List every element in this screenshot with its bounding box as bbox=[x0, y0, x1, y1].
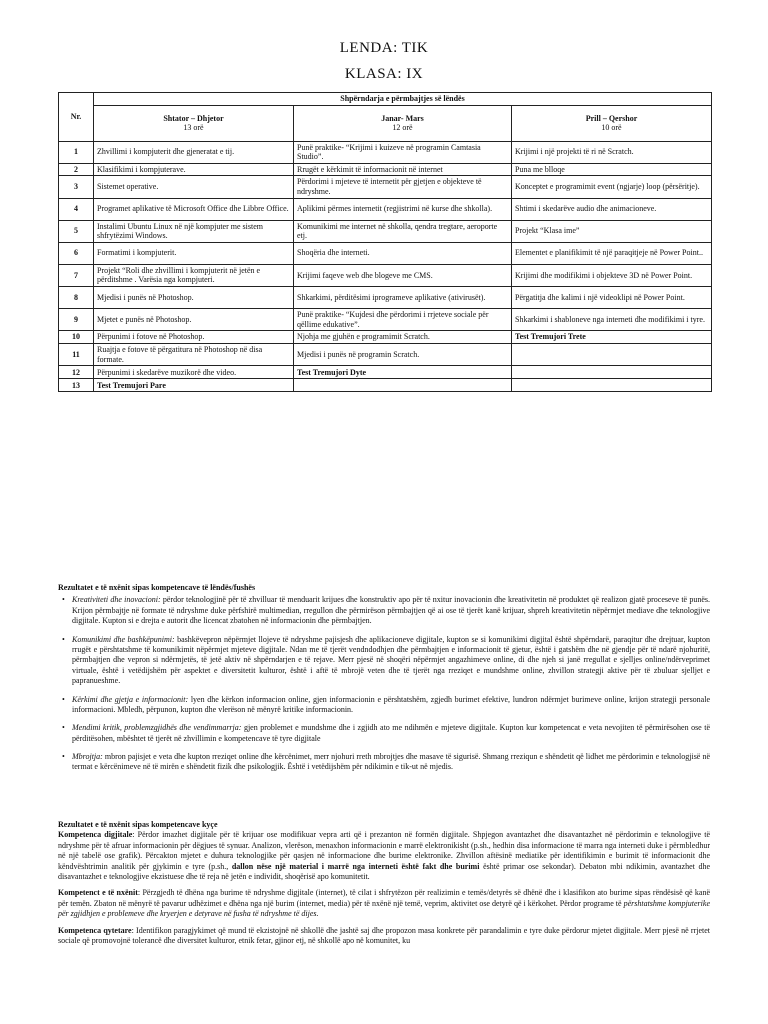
period3-cell: Puna me blloqe bbox=[512, 163, 712, 176]
period1-cell: Test Tremujori Pare bbox=[94, 379, 294, 392]
period2-cell: Rrugët e kërkimit të informacionit në internet bbox=[294, 163, 512, 176]
period1-cell: Formatimi i kompjuterit. bbox=[94, 242, 294, 264]
period-header-2: Janar- Mars 12 orë bbox=[294, 105, 512, 141]
period3-cell: Projekt “Klasa ime” bbox=[512, 220, 712, 242]
period1-cell: Përpunimi i fotove në Photoshop. bbox=[94, 331, 294, 344]
digital-competence-title: Kompetenca digjitale bbox=[58, 830, 133, 840]
result-bullet-text: gjen problemet e mundshme dhe i zgjidh ato me ndihmën e mjeteve digjitale. Kupton kur kompetencat e veta nevojiten të përmirësohen ose të përditësohen, mbështet të tjerët në zhvillimin e kompetencave të tyre digjitale bbox=[72, 723, 711, 743]
learning-competence-title: Kompetenct e të nxënit bbox=[58, 888, 138, 898]
row-number: 5 bbox=[59, 220, 94, 242]
row-number: 1 bbox=[59, 141, 94, 163]
period3-cell: Krijimi dhe modifikimi i objekteve 3D në Power Point. bbox=[512, 264, 712, 286]
row-number: 12 bbox=[59, 366, 94, 379]
result-bullet-label: Kërkimi dhe gjetja e informacionit: bbox=[72, 694, 189, 704]
period1-cell: Mjetet e punës në Photoshop. bbox=[94, 308, 294, 330]
row-number: 10 bbox=[59, 331, 94, 344]
result-bullet-label: Komunikimi dhe bashkëpunimi: bbox=[72, 634, 175, 644]
table-row bbox=[59, 264, 712, 286]
period2-cell: Njohja me gjuhën e programimit Scratch. bbox=[294, 331, 512, 344]
result-bullet-label: Mbrojtja: bbox=[72, 752, 103, 762]
class-title: KLASA: IX bbox=[344, 66, 424, 82]
result-bullet-text: lyen dhe kërkon informacion online, gjen informacionin e përshtatshëm, zgjedh burimet efektive, lundron ndërmjet burimeve online, krijon strategji personale informacioni. Mbledh, përpunon, kupton dhe vlerëson në mënyrë kritike informacionin. bbox=[72, 694, 710, 714]
period3-cell: Konceptet e programimit event (ngjarje) loop (përsëritje). bbox=[512, 176, 712, 198]
period-header-1: Shtator – Dhjetor 13 orë bbox=[94, 105, 294, 141]
table-row bbox=[59, 198, 712, 220]
row-number: 13 bbox=[59, 379, 94, 392]
period3-cell bbox=[512, 379, 712, 392]
period3-cell bbox=[512, 366, 712, 379]
table-row bbox=[59, 242, 712, 264]
period1-cell: Zhvillimi i kompjuterit dhe gjeneratat e tij. bbox=[94, 141, 294, 163]
period3-cell: Elementet e planifikimit të një paraqitjeje në Power Point.. bbox=[512, 242, 712, 264]
table-row bbox=[59, 379, 712, 392]
result-bullet-text: bashkëvepron nëpërmjet llojeve të ndryshme pajisjesh dhe aplikacioneve digjitale, kupton se si komunikimi digjital është shpërndarë, paraqitur dhe drejtuar, kupton rrugët e përshtatshme të komunikimit nëpërmjet mjeteve digjitale. Ndan me të tjerët vendndodhjen dhe përmbajtjen e informacionit të gjetur, është i gatshëm dhe në gjendje për të ndarë njohuritë, përmbajtjen dhe vepron si ndërmjetës, të jetë aktiv në shpërndarjen e të rejave. Merr pjesë në shoqëri nëpërmjet angazhimeve online, di dhe njeh si janë rregullat e sjelljes online/ndërveprimet virtuale, është i vetëdijshëm për aspektet e diversitetit kulturor, është i aftë të mbrojë veten dhe të tjerët nga rreziqet e mundshme online, zhvillon strategji aktive për të zbuluar sjelljet e papranueshme. bbox=[72, 634, 710, 686]
subject-results-heading: Rezultatet e të nxënit sipas kompetencave të lëndës/fushës bbox=[58, 583, 256, 592]
table-row bbox=[59, 141, 712, 163]
row-number: 7 bbox=[59, 264, 94, 286]
key-results-section bbox=[58, 820, 710, 946]
result-bullet bbox=[58, 635, 710, 687]
period1-cell: Ruajtja e fotove të përgatitura në Photoshop në disa formate. bbox=[94, 344, 294, 366]
period2-cell: Komunikimi me internet në shkolla, qendra tregtare, aeroporte etj. bbox=[294, 220, 512, 242]
period2-cell: Punë praktike- “Kujdesi dhe përdorimi i rrjeteve sociale për qëllime edukative”. bbox=[294, 308, 512, 330]
period2-cell: Punë praktike- “Krijimi i kuizeve në programin Camtasia Studio”. bbox=[294, 141, 512, 163]
period2-cell bbox=[294, 379, 512, 392]
result-bullet-text: përdor teknologjinë për të zhvilluar të menduarit krijues dhe konstruktiv apo për të nxitur inovacionin dhe kreativitetin në produktet që realizon gjatë proceseve të punës. Krijon përmbajtje në formate të ndryshme duke përfshirë multimedian, rregullon dhe përmirëson përmbajtjen që ai ose të tjerët kanë krijuar, shpreh kreativitetin nëpërmjet mediave dhe teknologjive digjitale. Kupton si e drejta e autorit dhe licencat zbatohen në informacionin dhe përmbajtjen. bbox=[72, 595, 711, 626]
period3-cell: Krijimi i një projekti të ri në Scratch. bbox=[512, 141, 712, 163]
result-bullet bbox=[58, 723, 710, 744]
period3-cell: Përgatitja dhe kalimi i një videoklipi në Power Point. bbox=[512, 286, 712, 308]
period1-cell: Instalimi Ubuntu Linux në një kompjuter me sistem shfrytëzimi Windows. bbox=[94, 220, 294, 242]
table-row bbox=[59, 163, 712, 176]
period2-cell: Aplikimi përmes internetit (regjistrimi në kurse dhe shkolla). bbox=[294, 198, 512, 220]
row-number: 11 bbox=[59, 344, 94, 366]
table-row bbox=[59, 176, 712, 198]
period2-cell: Test Tremujori Dyte bbox=[294, 366, 512, 379]
period2-cell: Mjedisi i punës në programin Scratch. bbox=[294, 344, 512, 366]
row-number: 4 bbox=[59, 198, 94, 220]
civic-competence-paragraph: Kompetenca qytetare: Identifikon paragjykimet që mund të ekzistojnë në shkollë dhe jashtë saj dhe propozon masa konkrete për parandalimin e tyre duke përdorur mjetet digjitale. Merr pjesë në rrjetet sociale që promovojnë tolerancë dhe diversitet kulturor, etnik fetar, gjinor etj, në shkollë apo në komunitet, ku bbox=[58, 925, 710, 945]
period3-cell: Shtimi i skedarëve audio dhe animacioneve. bbox=[512, 198, 712, 220]
period2-cell: Përdorimi i mjeteve të internetit për gjetjen e objekteve të ndryshme. bbox=[294, 176, 512, 198]
table-row bbox=[59, 344, 712, 366]
period1-cell: Mjedisi i punës në Photoshop. bbox=[94, 286, 294, 308]
row-number: 8 bbox=[59, 286, 94, 308]
period1-cell: Klasifikimi i kompjuterave. bbox=[94, 163, 294, 176]
table-row bbox=[59, 220, 712, 242]
period1-cell: Përpunimi i skedarëve muzikorë dhe video. bbox=[94, 366, 294, 379]
result-bullet bbox=[58, 695, 710, 716]
civic-competence-title: Kompetenca qytetare bbox=[58, 925, 132, 935]
result-bullet-text: mbron pajisjet e veta dhe kupton rreziqet online dhe kërcënimet, merr njohuri rreth mbrojtjes dhe masave të sigurisë. Shmang rreziqun e shëndetit që lidhet me përdorimin e teknologjisë në termat e kërcënimeve në të mirën e shëndetit fizik dhe psikologjik. Është i vetëdijshëm për ndikimin e tik-ut në mjedis. bbox=[72, 752, 711, 772]
content-distribution-table bbox=[58, 92, 712, 392]
table-caption: Shpërndarja e përmbajtjes së lëndës bbox=[94, 93, 712, 106]
subject-title: LENDA: TIK bbox=[339, 40, 429, 56]
period2-cell: Krijimi faqeve web dhe blogeve me CMS. bbox=[294, 264, 512, 286]
table-row bbox=[59, 286, 712, 308]
subject-results-section bbox=[58, 583, 710, 773]
row-number: 3 bbox=[59, 176, 94, 198]
row-number: 2 bbox=[59, 163, 94, 176]
period1-cell: Projekt “Roli dhe zhvillimi i kompjuterit në jetën e përditshme . Varësia nga kompjuteri. bbox=[94, 264, 294, 286]
period-header-3: Prill – Qershor 10 orë bbox=[512, 105, 712, 141]
table-row bbox=[59, 366, 712, 379]
result-bullet bbox=[58, 752, 710, 773]
result-bullet bbox=[58, 595, 710, 626]
row-number: 6 bbox=[59, 242, 94, 264]
period1-cell: Sistemet operative. bbox=[94, 176, 294, 198]
period2-cell: Shkarkimi, përditësimi iprogrameve aplikative (ativirusët). bbox=[294, 286, 512, 308]
period3-cell: Test Tremujori Trete bbox=[512, 331, 712, 344]
table-row bbox=[59, 331, 712, 344]
row-number: 9 bbox=[59, 308, 94, 330]
table-row bbox=[59, 308, 712, 330]
period2-cell: Shoqëria dhe interneti. bbox=[294, 242, 512, 264]
period1-cell: Programet aplikative të Microsoft Office dhe Libbre Office. bbox=[94, 198, 294, 220]
learning-competence-paragraph: Kompetenct e të nxënit: Përzgjedh të dhëna nga burime të ndryshme digjitale (internet), të cilat i shfrytëzon për realizimin e temës/detyrës së dhënë dhe i klasifikon ato burime sipas rëndësisë që kanë për temën. Zbaton në mënyrë të pavarur udhëzimet e dhëna nga një burim (internet, media) për të nxënë një temë, veprim, aktivitet ose detyrë që i kërkohet. Përdor programe të përshtatshme kompjuterike për zgjidhjen e problemeve dhe kryerjen e detyrave në fusha të ndryshme të dijes. bbox=[58, 888, 710, 919]
period3-cell: Shkarkimi i shabloneve nga interneti dhe modifikimi i tyre. bbox=[512, 308, 712, 330]
result-bullet-label: Kreativiteti dhe inovacioni: bbox=[72, 595, 161, 605]
digital-competence-paragraph: Kompetenca digjitale: Përdor imazhet digjitale për të krijuar ose modifikuar vepra arti që i prezanton në formën digjitale. Shpjegon avantazhet dhe disavantazhet në përdorimin e teknologjive të ndryshme për të afruar informacionin për dëgjues të synuar. Analizon, vlerëson, menaxhon informacionin e marrë elektronikisht (p.sh., hedhin disa informacione të marra nga interneti duke i përmbledhur në një tabelë ose grafik). Përcakton mjetet e duhura teknologjike për qasjen në informacione dhe burime elektronike. Zhvillon aftësinë mediatike për identifikimin e burimit të informacionit dhe këndvështrimin analitik për gjykimin e tyre (p.sh., dallon nëse një material i marrë nga interneti është fakt dhe burimi është primar ose sekondar). Debaton mbi ndikimin, avantazhet dhe disavantazhet e teknologjive ekzistuese dhe të reja në jetën e individit, shoqërisë apo komunitetit. bbox=[58, 830, 711, 881]
period3-cell bbox=[512, 344, 712, 366]
key-results-heading: Rezultatet e të nxënit sipas kompetencave kyçe bbox=[58, 820, 218, 829]
nr-header: Nr. bbox=[59, 93, 94, 142]
result-bullet-label: Mendimi kritik, problemzgjidhës dhe vendimmarrja: bbox=[72, 723, 242, 733]
